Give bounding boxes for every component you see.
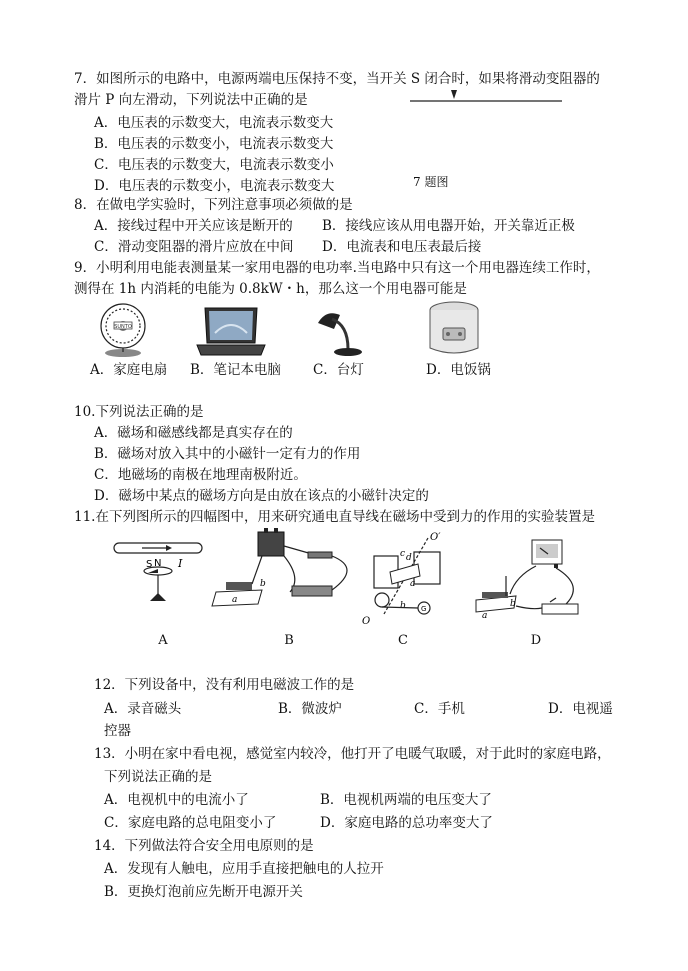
q12-option-c[interactable]: C．手机 — [414, 701, 465, 717]
q7-stem-line2: 滑片 P 向左滑动，下列说法中正确的是 — [74, 92, 308, 108]
q9-stem-line2: 测得在 1h 内消耗的电能为 0.8kW・h，那么这一个用电器可能是 — [74, 281, 467, 297]
q9-option-a[interactable]: A．家庭电扇 — [90, 362, 168, 378]
q11-figure-b[interactable] — [212, 528, 372, 616]
fig-c-b-label: b — [400, 601, 406, 611]
q8-option-a[interactable]: A．接线过程中开关应该是断开的 — [94, 218, 293, 234]
q14-stem: 14．下列做法符合安全用电原则的是 — [94, 838, 314, 854]
q10-option-b[interactable]: B．磁场对放入其中的小磁针一定有力的作用 — [94, 446, 361, 462]
q8-option-d[interactable]: D．电流表和电压表最后接 — [322, 239, 482, 255]
fig-c-c-label: c — [400, 549, 406, 559]
q8-option-b[interactable]: B．接线应该从用电器开始，开关靠近正极 — [322, 218, 575, 234]
fig-b-wire-a-label: a — [232, 595, 238, 605]
q11-label-d[interactable]: D — [530, 633, 542, 648]
q7-option-c[interactable]: C．电压表的示数变大，电流表示数变小 — [94, 157, 334, 173]
q13-option-c[interactable]: C．家庭电路的总电阻变小了 — [104, 815, 277, 831]
q9-option-d[interactable]: D．电饭锅 — [426, 362, 491, 378]
fig-b-wire-b-label: b — [260, 579, 266, 589]
q7-option-b[interactable]: B．电压表的示数变小，电流表示数变大 — [94, 136, 334, 152]
fig-a-south-label: S — [146, 559, 153, 570]
q7-figure-caption: 7 题图 — [413, 175, 449, 189]
q11-figure-a[interactable] — [112, 535, 207, 615]
q13-option-d[interactable]: D．家庭电路的总功率变大了 — [320, 815, 493, 831]
fig-c-a-label: a — [410, 579, 416, 589]
q14-option-a[interactable]: A．发现有人触电，应用手直接把触电的人拉开 — [104, 861, 384, 877]
q14-option-b[interactable]: B．更换灯泡前应先断开电源开关 — [104, 884, 303, 900]
q11-stem: 11.在下列图所示的四幅图中，用来研究通电直导线在磁场中受到力的作用的实验装置是 — [74, 509, 595, 525]
fig-c-o-bottom-label: O — [362, 616, 371, 627]
desk-lamp-image[interactable] — [314, 305, 364, 357]
rice-cooker-image[interactable] — [426, 300, 482, 358]
fig-c-d-label: d — [406, 553, 412, 563]
q10-option-d[interactable]: D．磁场中某点的磁场方向是由放在该点的小磁针决定的 — [94, 488, 429, 504]
q10-option-a[interactable]: A．磁场和磁感线都是真实存在的 — [94, 425, 293, 441]
fan-image[interactable] — [94, 302, 152, 358]
q9-stem-line1: 9．小明利用电能表测量某一家用电器的电功率.当电路中只有这一个用电器连续工作时， — [74, 260, 600, 276]
fig-c-o-top-label: O′ — [430, 532, 441, 543]
q7-option-d[interactable]: D．电压表的示数变小，电流表示数变大 — [94, 178, 335, 194]
q9-option-c[interactable]: C．台灯 — [313, 362, 364, 378]
fig-a-north-label: N — [154, 558, 162, 569]
q7-circuit-figure — [408, 88, 568, 108]
q13-stem-line1: 13．小明在家中看电视，感觉室内较冷，他打开了电暖气取暖，对于此时的家庭电路， — [94, 746, 611, 762]
fig-a-current-label: I — [178, 557, 183, 570]
q7-stem-line1: 7．如图所示的电路中，电源两端电压保持不变，当开关 S 闭合时，如果将滑动变阻器的 — [74, 71, 600, 87]
q12-option-b[interactable]: B．微波炉 — [278, 701, 342, 717]
fig-c-meter-label: G — [421, 605, 427, 613]
q11-figure-c[interactable] — [360, 530, 452, 630]
q9-option-b[interactable]: B．笔记本电脑 — [190, 362, 281, 378]
q13-option-b[interactable]: B．电视机两端的电压变大了 — [320, 792, 492, 808]
q12-option-d-wrap: 控器 — [104, 723, 131, 739]
q7-option-a[interactable]: A．电压表的示数变大，电流表示数变大 — [94, 115, 334, 131]
q12-option-d[interactable]: D．电视遥 — [548, 701, 613, 717]
q12-option-a[interactable]: A．录音磁头 — [104, 701, 182, 717]
q11-figure-d[interactable] — [476, 536, 594, 621]
q8-option-c[interactable]: C．滑动变阻器的滑片应放在中间 — [94, 239, 294, 255]
q11-label-a[interactable]: A — [158, 633, 168, 648]
q11-label-b[interactable]: B — [284, 633, 294, 648]
q13-stem-line2: 下列说法正确的是 — [104, 769, 212, 785]
laptop-image[interactable] — [195, 305, 267, 357]
fan-brand-label: SUNTO — [114, 324, 132, 330]
q13-option-a[interactable]: A．电视机中的电流小了 — [104, 792, 249, 808]
q12-stem: 12．下列设备中，没有利用电磁波工作的是 — [94, 677, 355, 693]
q10-stem: 10.下列说法正确的是 — [74, 404, 204, 420]
q8-stem: 8．在做电学实验时，下列注意事项必须做的是 — [74, 197, 353, 213]
fig-d-wire-b-label: b — [510, 599, 516, 609]
fig-d-wire-a-label: a — [482, 611, 488, 621]
q11-label-c[interactable]: C — [398, 633, 408, 648]
q10-option-c[interactable]: C．地磁场的南极在地理南极附近。 — [94, 467, 307, 483]
